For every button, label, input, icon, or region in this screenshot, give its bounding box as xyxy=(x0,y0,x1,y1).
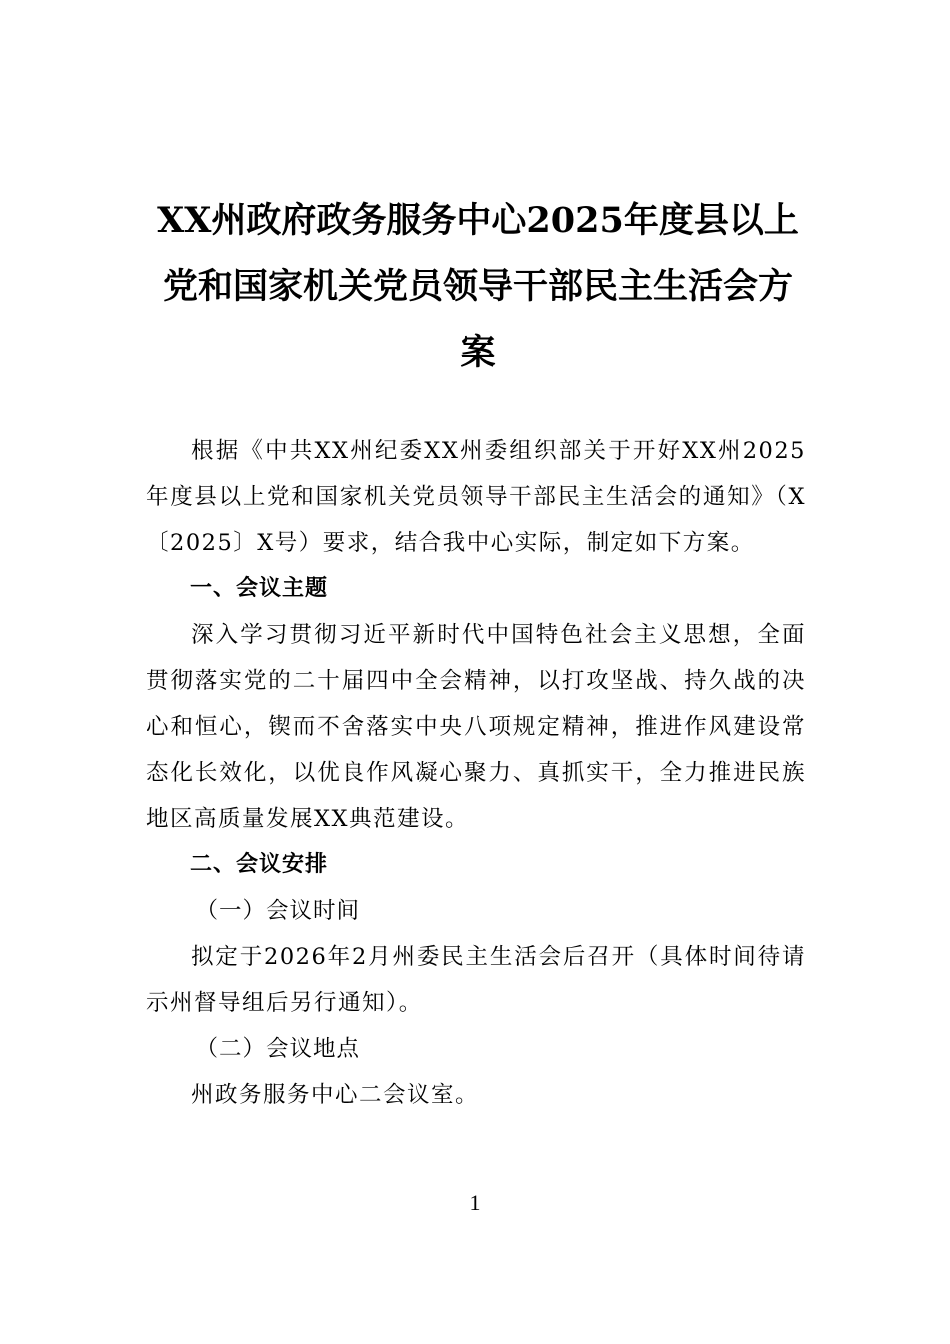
document-body xyxy=(146,428,806,1118)
section-heading-meeting-arrangement: 二、会议安排 xyxy=(190,852,329,877)
document-title: XX州政府政务服务中心2025年度县以上党和国家机关党员领导干部民主生活会方案 xyxy=(157,200,799,373)
subheading-meeting-time: （一）会议时间 xyxy=(195,898,361,924)
intro-paragraph: 根据《中共XX州纪委XX州委组织部关于开好XX州2025年度县以上党和国家机关党员领导干部民主生活会的通知》（X〔2025〕X号）要求，结合我中心实际，制定如下方案。 xyxy=(146,438,806,556)
page-number: 1 xyxy=(469,1190,481,1215)
meeting-time-paragraph: 拟定于2026年2月州委民主生活会后召开（具体时间待请示州督导组后另行通知）。 xyxy=(146,944,806,1016)
subheading-meeting-location: （二）会议地点 xyxy=(195,1036,361,1062)
meeting-theme-paragraph: 深入学习贯彻习近平新时代中国特色社会主义思想，全面贯彻落实党的二十届四中全会精神，以打攻坚战、持久战的决心和恒心，锲而不舍落实中央八项规定精神，推进作风建设常态化长效化，以优良作风凝心聚力、真抓实干，全力推进民族地区高质量发展XX典范建设。 xyxy=(146,622,806,832)
meeting-location-paragraph: 州政务服务中心二会议室。 xyxy=(191,1082,480,1108)
section-heading-meeting-theme: 一、会议主题 xyxy=(190,576,329,601)
